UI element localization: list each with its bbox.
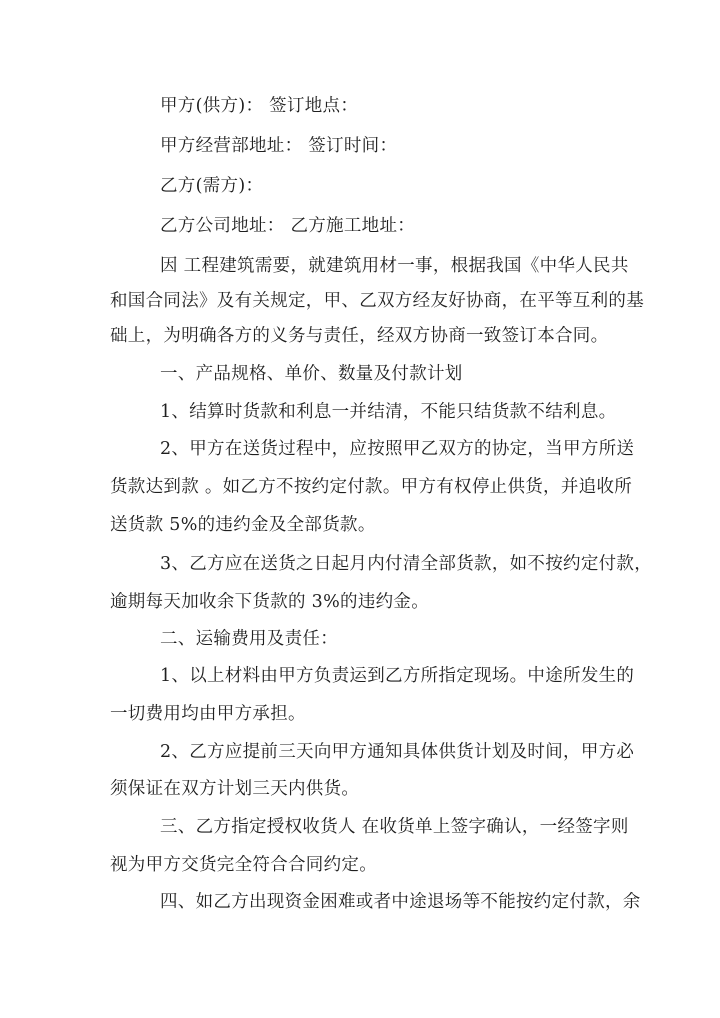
- clause-2-2-line-2: 须保证在双方计划三天内供货。: [110, 779, 360, 799]
- preamble-line-1: 因 工程建筑需要，就建筑用材一事，根据我国《中华人民共: [160, 256, 629, 276]
- party-a-supplier-line: 甲方(供方)： 签订地点：: [160, 96, 359, 116]
- party-b-address-line: 乙方公司地址： 乙方施工地址：: [160, 216, 416, 236]
- preamble-line-3: 础上，为明确各方的义务与责任，经双方协商一致签订本合同。: [110, 326, 609, 346]
- party-b-buyer-line: 乙方(需方)：: [160, 176, 264, 196]
- section-3-line-2: 视为甲方交货完全符合合同约定。: [110, 855, 377, 875]
- clause-1-1: 1、结算时货款和利息一并结清，不能只结货款不结利息。: [160, 402, 617, 422]
- clause-2-1-line-2: 一切费用均由甲方承担。: [110, 704, 306, 724]
- section-1-heading: 一、产品规格、单价、数量及付款计划: [160, 364, 463, 384]
- clause-2-2-line-1: 2、乙方应提前三天向甲方通知具体供货计划及时间，甲方必: [160, 742, 635, 762]
- section-2-heading: 二、运输费用及责任：: [160, 629, 338, 649]
- clause-1-2-line-3: 送货款 5%的违约金及全部货款。: [110, 515, 376, 535]
- party-a-address-line: 甲方经营部地址： 签订时间：: [160, 136, 398, 156]
- clause-2-1-line-1: 1、以上材料由甲方负责运到乙方所指定现场。中途所发生的: [160, 666, 635, 686]
- preamble-line-2: 和国合同法》及有关规定，甲、乙双方经友好协商，在平等互利的基: [110, 291, 644, 311]
- clause-1-2-line-1: 2、甲方在送货过程中，应按照甲乙双方的协定，当甲方所送: [160, 439, 635, 459]
- clause-1-3-line-1: 3、乙方应在送货之日起月内付清全部货款，如不按约定付款，: [160, 554, 653, 574]
- section-4-line-1: 四、如乙方出现资金困难或者中途退场等不能按约定付款，余: [160, 892, 641, 912]
- section-3-line-1: 三、乙方指定授权收货人 在收货单上签字确认，一经签字则: [160, 817, 629, 837]
- clause-1-3-line-2: 逾期每天加收余下货款的 3%的违约金。: [110, 592, 430, 612]
- clause-1-2-line-2: 货款达到款 。如乙方不按约定付款。甲方有权停止供货，并追收所: [110, 477, 633, 497]
